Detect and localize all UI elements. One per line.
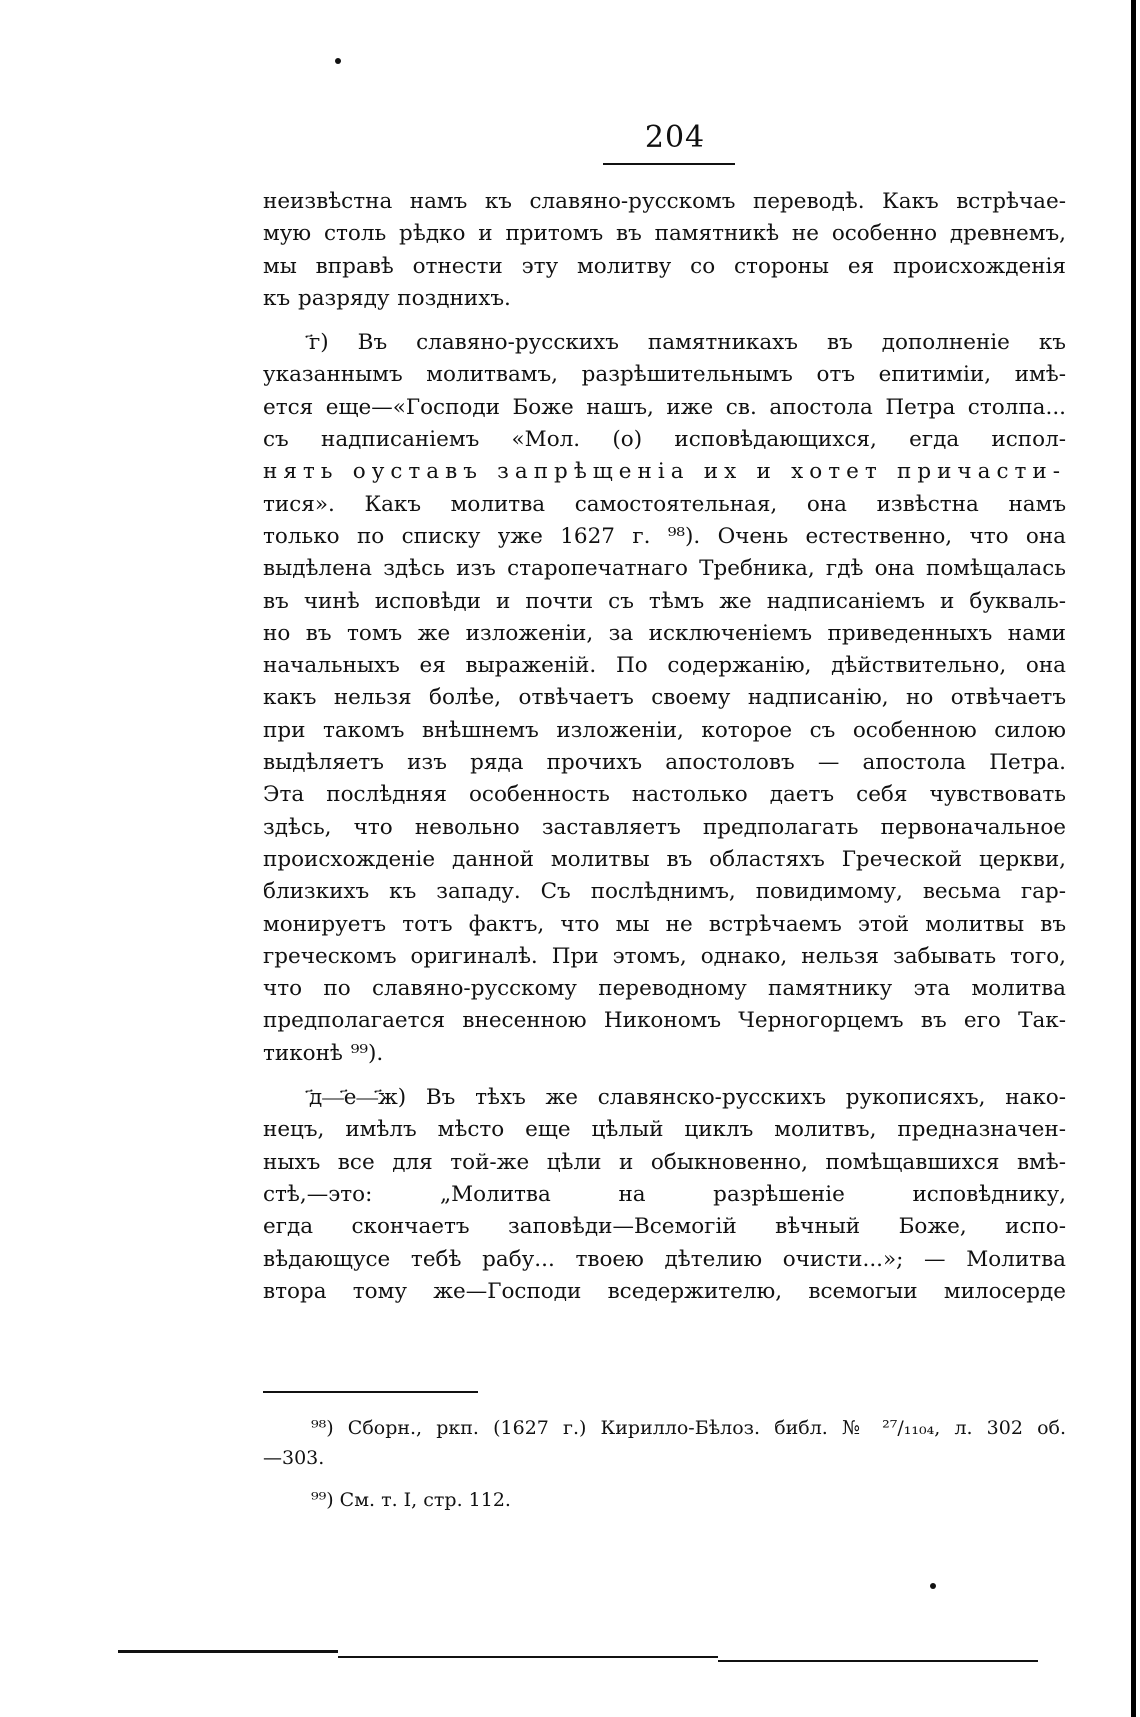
- text-line: что по славяно-русскому переводному памятнику эта молитва: [263, 976, 1066, 1002]
- text-line: ҃г) Въ славяно-русскихъ памятникахъ въ дополненіе къ: [309, 330, 1066, 356]
- footnote-line: —303.: [263, 1447, 325, 1469]
- text-line: вѣдающусе тебѣ рабу... твоею дѣтелию очисти...»; — Молитва: [263, 1246, 1066, 1272]
- text-line: при такомъ внѣшнемъ изложеніи, которое съ особенною силою: [263, 717, 1066, 743]
- page-edge-shadow: [1131, 0, 1136, 1717]
- text-line: къ разряду позднихъ.: [263, 285, 511, 311]
- text-line: указаннымъ молитвамъ, разрѣшительнымъ отъ епитиміи, имѣ-: [263, 362, 1066, 388]
- text-line: въ чинѣ исповѣди и почти съ тѣмъ же надписаніемъ и букваль-: [263, 588, 1066, 614]
- text-line: тиконѣ ⁹⁹).: [263, 1040, 384, 1066]
- text-line: втора тому же—Господи вседержителю, всемогыи милосерде: [263, 1278, 1066, 1304]
- text-line: мую столь рѣдко и притомъ въ памятникѣ не особенно древнемъ,: [263, 221, 1066, 247]
- text-line: какъ нельзя болѣе, отвѣчаетъ своему надписанію, но отвѣчаетъ: [263, 685, 1066, 711]
- body-text: [263, 186, 1066, 1308]
- text-line: здѣсь, что невольно заставляетъ предполагать первоначальное: [263, 814, 1066, 840]
- text-line: выдѣляетъ изъ ряда прочихъ апостоловъ — апостола Петра.: [263, 750, 1066, 776]
- text-line: нять оуставъ запрѣщеніа их и хотет причасти-: [263, 459, 1066, 485]
- text-line: ҃д—҃е—҃ж) Въ тѣхъ же славянско-русскихъ рукописяхъ, нако-: [309, 1085, 1066, 1111]
- text-line: происхожденіе данной молитвы въ областяхъ Греческой церкви,: [263, 846, 1066, 872]
- scan-edge-line: [118, 1650, 338, 1653]
- text-line: съ надписаніемъ «Мол. (о) исповѣдающихся, егда испол-: [263, 427, 1066, 453]
- text-line: предполагается внесенною Никономъ Черногорцемъ въ его Так-: [263, 1008, 1066, 1034]
- text-line: егда скончаетъ заповѣди—Всемогій вѣчный Боже, испо-: [263, 1214, 1066, 1240]
- text-line: Эта послѣдняя особенность настолько даетъ себя чувствовать: [263, 782, 1066, 808]
- text-line: тися». Какъ молитва самостоятельная, она извѣстна намъ: [263, 491, 1066, 517]
- page-number-underline: [603, 163, 735, 165]
- stray-ink-dot: [335, 58, 341, 64]
- text-line: только по списку уже 1627 г. ⁹⁸). Очень естественно, что она: [263, 523, 1066, 549]
- text-line: выдѣлена здѣсь изъ старопечатнаго Требника, гдѣ она помѣщалась: [263, 556, 1066, 582]
- footnotes: [263, 1413, 1066, 1515]
- text-line: мы вправѣ отнести эту молитву со стороны ея происхожденія: [263, 253, 1066, 279]
- text-line: начальныхъ ея выраженій. По содержанію, дѣйствительно, она: [263, 653, 1066, 679]
- text-line: монируетъ тотъ фактъ, что мы не встрѣчаемъ этой молитвы въ: [263, 911, 1066, 937]
- footnote-separator: [263, 1391, 478, 1393]
- text-line: ныхъ все для той-же цѣли и обыкновенно, помѣщавшихся вмѣ-: [263, 1149, 1066, 1175]
- text-line: нецъ, имѣлъ мѣсто еще цѣлый циклъ молитвъ, предназначен-: [263, 1117, 1066, 1143]
- page-number: 204: [644, 120, 706, 155]
- text-line: неизвѣстна намъ къ славяно-русскомъ переводѣ. Какъ встрѣчае-: [263, 189, 1066, 214]
- text-line: стѣ,—это: „Молитва на разрѣшеніе исповѣднику,: [263, 1181, 1066, 1207]
- text-line: близкихъ къ западу. Съ послѣднимъ, повидимому, весьма гар-: [263, 879, 1066, 905]
- text-line: ется еще—«Господи Боже нашъ, иже св. апостола Петра столпа...: [263, 394, 1066, 420]
- footnote-line: ⁹⁹) См. т. I, стр. 112.: [311, 1489, 511, 1511]
- text-line: но въ томъ же изложеніи, за исключеніемъ приведенныхъ нами: [263, 620, 1066, 646]
- scan-edge-line: [718, 1660, 1038, 1662]
- text-line: греческомъ оригиналѣ. При этомъ, однако, нельзя забывать того,: [263, 943, 1066, 969]
- stray-ink-dot: [930, 1583, 936, 1589]
- footnote-line: ⁹⁸) Сборн., ркп. (1627 г.) Кирилло-Бѣлоз. библ. № ²⁷/₁₁₀₄, л. 302 об.: [311, 1417, 1066, 1439]
- scan-edge-line: [338, 1656, 718, 1658]
